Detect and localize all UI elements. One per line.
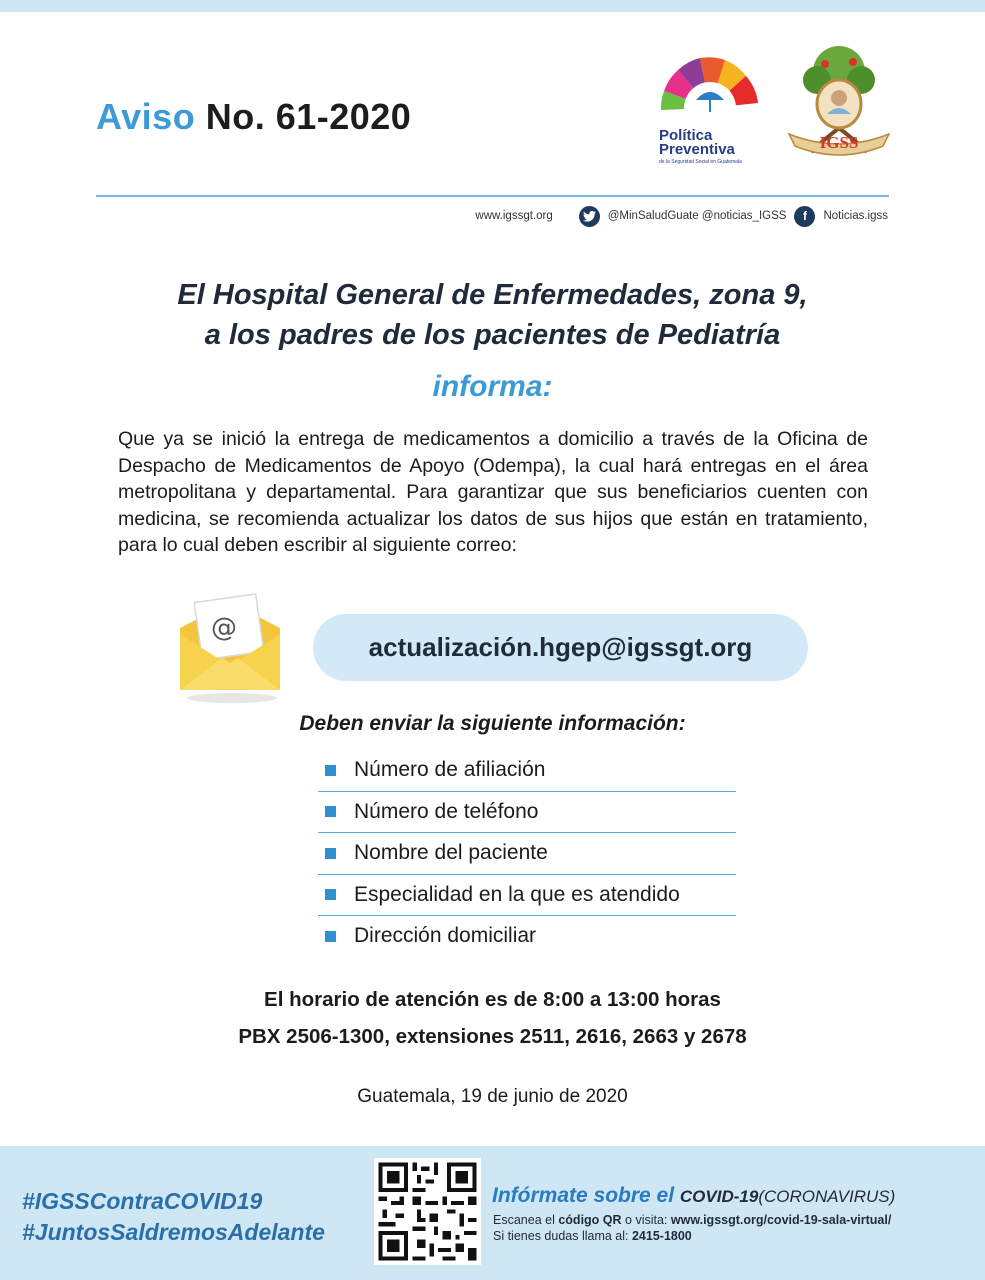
coronavirus-label: (CORONAVIRUS) [758, 1187, 896, 1206]
facebook-icon: f [794, 206, 815, 227]
announcement-heading [40, 275, 945, 355]
bullet-square-icon [325, 889, 336, 900]
logo-pp-line1: Política [659, 127, 713, 144]
covid-url-link[interactable]: www.igssgt.org/covid-19-sala-virtual/ [670, 1213, 892, 1227]
list-item: Especialidad en la que es atendido [318, 875, 736, 917]
hashtag-2[interactable]: #JuntosSaldremosAdelante [22, 1219, 325, 1245]
header-divider [96, 195, 889, 197]
list-item: Número de afiliación [318, 750, 736, 792]
info-title-text: Infórmate sobre el [492, 1184, 675, 1207]
bullet-square-icon [325, 848, 336, 859]
page-title [96, 96, 411, 138]
website-link[interactable]: www.igssgt.org [475, 210, 553, 222]
document-date: Guatemala, 19 de junio de 2020 [357, 1086, 628, 1107]
list-item: Nombre del paciente [318, 833, 736, 875]
facebook-link[interactable]: Noticias.igss [823, 210, 888, 222]
bullet-square-icon [325, 806, 336, 817]
aviso-word: Aviso [96, 96, 196, 137]
svg-text:@: @ [211, 613, 237, 643]
hotline-number[interactable]: 2415-1800 [631, 1229, 692, 1243]
contact-hours [0, 981, 985, 1055]
covid-info-title [492, 1184, 895, 1208]
pbx-text: PBX 2506-1300, extensiones 2511, 2616, 2663 y 2678 [238, 1025, 747, 1048]
bullet-square-icon [325, 765, 336, 776]
informa-label: informa: [432, 370, 553, 403]
social-bar [475, 204, 888, 228]
aviso-number: No. 61-2020 [205, 96, 412, 137]
email-envelope-icon [172, 590, 287, 705]
twitter-icon [579, 206, 600, 227]
email-address[interactable]: actualización.hgep@igssgt.org [313, 614, 808, 681]
qr-code[interactable] [374, 1158, 481, 1265]
list-item: Número de teléfono [318, 792, 736, 834]
scan-instructions: Escanea el código QR o visita: www.igssgt.org/covid-19-sala-virtual/ [493, 1213, 892, 1227]
twitter-handles[interactable]: @MinSaludGuate @noticias_IGSS [607, 210, 787, 222]
hotline-info: Si tienes dudas llama al: 2415-1800 [493, 1229, 692, 1243]
covid-label: COVID-19 [679, 1187, 759, 1206]
bullet-square-icon [325, 931, 336, 942]
list-item: Dirección domiciliar [318, 916, 736, 957]
heading-line-2: a los padres de los pacientes de Pediatría [204, 319, 781, 351]
hours-text: El horario de atención es de 8:00 a 13:00 horas [264, 988, 721, 1011]
footer-hashtags [22, 1186, 325, 1248]
required-info-list [318, 750, 736, 957]
logo-igss-text: IGSS [819, 133, 859, 152]
heading-line-1: El Hospital General de Enfermedades, zona 9, [177, 279, 808, 311]
hashtag-1[interactable]: #IGSSContraCOVID19 [22, 1188, 263, 1214]
logo-pp-line2: Preventiva [659, 141, 735, 158]
igss-logo [783, 42, 895, 167]
politica-preventiva-logo [650, 48, 770, 166]
logo-pp-sub: de la Seguridad Social en Guatemala [659, 159, 742, 165]
send-info-title: Deben enviar la siguiente información: [299, 712, 686, 735]
body-paragraph: Que ya se inició la entrega de medicamentos a domicilio a través de la Oficina de Despacho de Medicamentos de Apoyo (Odempa), la cual hará entregas en el área metropolitana y departamental. Para garantizar que sus beneficiarios cuenten con medicina, se recomienda actualizar los datos de sus hijos que están en tratamiento, para lo cual deben escribir al siguiente correo: [118, 428, 868, 556]
top-band [0, 0, 985, 12]
